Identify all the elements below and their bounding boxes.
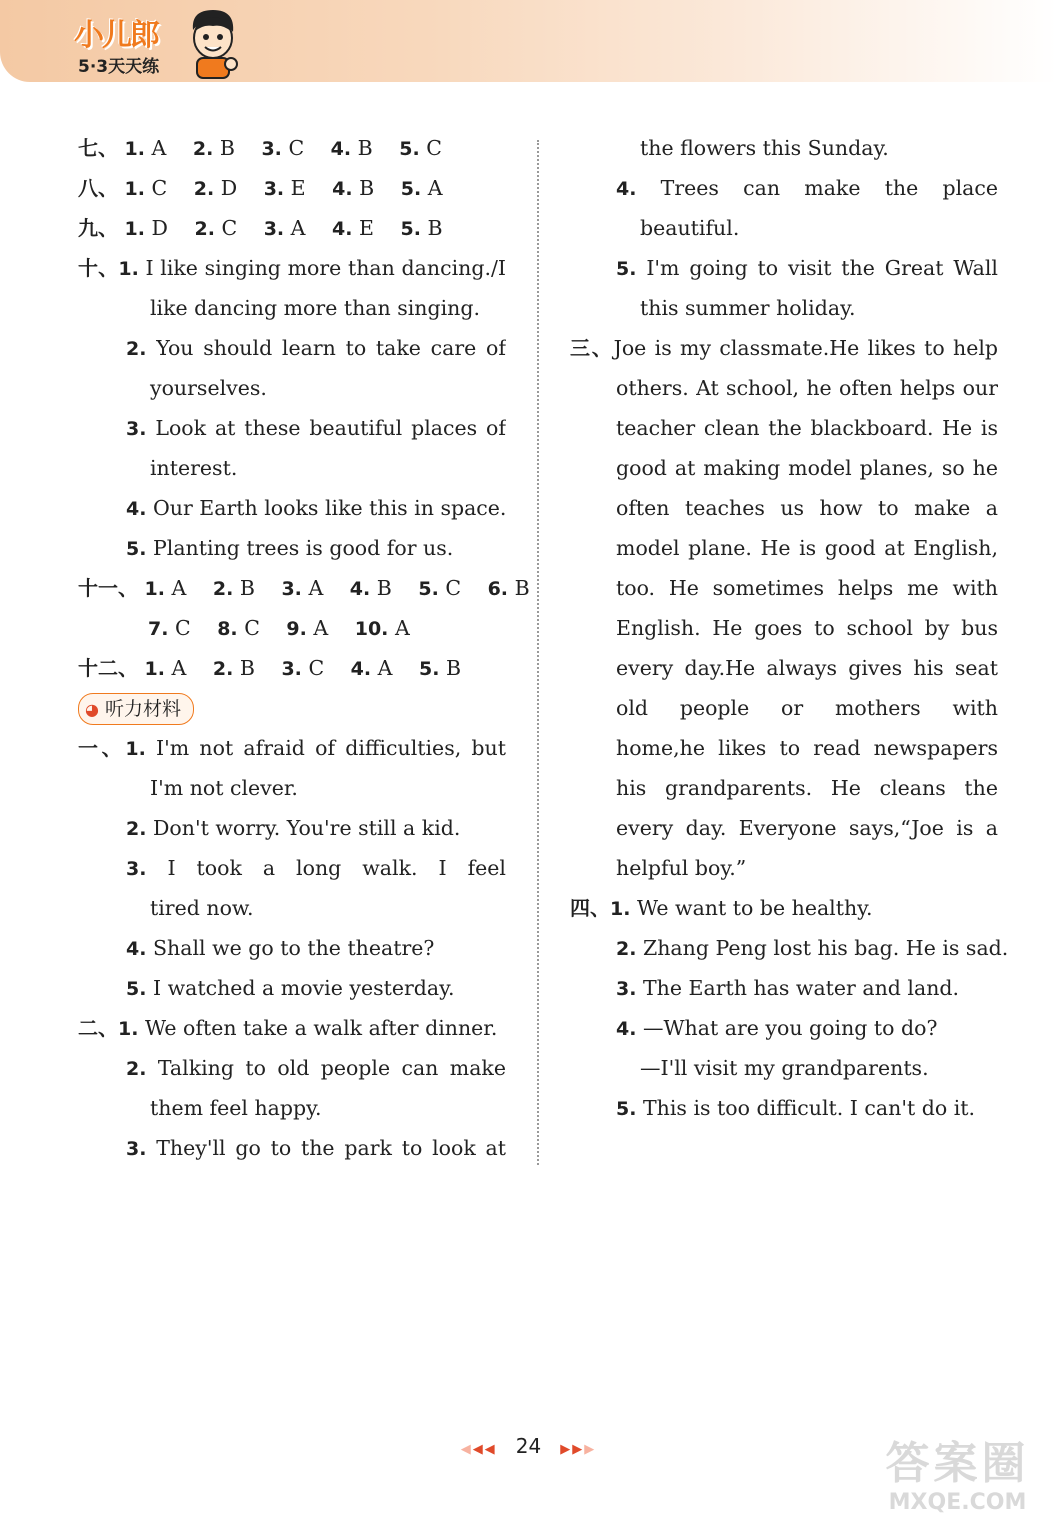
q-num: 5. [418,658,440,680]
section-label: 九、 [78,216,118,240]
sentence-text: Planting trees is good for us. [152,536,454,560]
sentence-text: Shall we go to the theatre? [152,936,435,960]
sentence-line [78,768,506,808]
sentence-text: interest. [150,456,238,480]
q-answer: C [174,616,191,640]
q-num: 1. [124,218,145,240]
q-answer: A [151,136,167,160]
q-num: 3. [261,138,282,160]
section-label: 十、 [78,256,119,280]
q-num: 2. [193,178,215,200]
passage-text: good at making model planes, so he [616,456,998,480]
passage-text: teacher clean the blackboard. He is [616,416,998,440]
q-num: 2. [192,138,214,160]
q-num: 1. [124,138,145,160]
q-answer: A [313,616,329,640]
sentence-text: the flowers this Sunday. [640,136,889,160]
q-num: 2. [126,818,147,840]
q-answer: A [394,616,410,640]
passage-line [570,648,998,688]
q-num: 3. [126,418,147,440]
q-answer: B [239,656,255,680]
q-num: 6. [487,578,509,600]
sentence-text: them feel happy. [150,1096,322,1120]
q-num: 5. [616,258,637,280]
watermark-bottom: MXQE.COM [888,1490,1027,1515]
q-num: 8. [217,618,238,640]
page-number: 24 [515,1434,542,1458]
q-answer: D [151,216,168,240]
q-num: 5. [400,178,422,200]
section-label: 四、 [570,896,610,920]
sentence-text: They'll go to the park to look at [156,1136,506,1160]
q-num: 3. [263,178,285,200]
sentence-text: yourselves. [150,376,267,400]
q-num: 9. [286,618,307,640]
sentence-line [78,1128,506,1168]
left-arrows-icon: ◀ [460,1442,473,1457]
sentence-text: The Earth has water and land. [642,976,960,1000]
passage-text: helpful boy.” [616,856,747,880]
q-num: 1. [144,658,165,680]
q-answer: B [357,136,373,160]
sentence-line [570,288,998,328]
q-num: 3. [126,1138,147,1160]
listening-tag-label: 听力材料 [104,698,181,720]
sentence-line [78,288,506,328]
left-column [78,128,530,1168]
sentence-line [570,1048,998,1088]
sentence-text: this summer holiday. [640,296,856,320]
sentence-text: I'm not clever. [150,776,298,800]
q-num: 4. [616,1018,637,1040]
brand-logo-title: 小儿郎 [74,18,158,53]
sentence-text: I like singing more than dancing./I [145,256,506,280]
q-num: 1. [118,258,139,280]
q-answer: A [171,576,187,600]
sentence-text: —I'll visit my grandparents. [640,1056,929,1080]
q-answer: E [359,216,374,240]
section-label: 十二、 [78,656,138,680]
q-num: 3. [263,218,285,240]
passage-text: every day. Everyone says,“Joe is a [616,816,998,840]
answer-row-11-cont [78,608,506,648]
passage-line [570,608,998,648]
listening-tag [78,693,194,725]
answer-row-7 [78,128,506,168]
headphones-icon: ◕ [85,700,99,719]
q-answer: C [288,136,305,160]
sentence-line [78,248,506,288]
sentence-line [78,528,506,568]
mascot-icon [185,6,241,80]
section-label: 三、 [570,336,614,360]
passage-text: too. He sometimes helps me with [616,576,998,600]
q-answer: D [220,176,238,200]
passage-line [570,688,998,728]
answer-row-12 [78,648,506,688]
q-answer: B [445,656,462,680]
q-answer: E [290,176,306,200]
section-label: 七、 [78,136,118,160]
q-num: 5. [126,538,147,560]
sentence-line [78,808,506,848]
sentence-line [78,888,506,928]
q-answer: C [426,136,442,160]
sentence-line [570,128,998,168]
passage-text: Joe is my classmate.He likes to help [613,336,998,360]
sentence-text: Don't worry. You're still a kid. [152,816,461,840]
q-num: 2. [616,938,637,960]
q-num: 3. [281,578,302,600]
watermark [870,1438,1045,1528]
section-label: 十一、 [78,576,138,600]
q-num: 2. [212,578,234,600]
sentence-line [570,208,998,248]
q-answer: A [290,216,306,240]
sentence-line [78,928,506,968]
sentence-line [78,728,506,768]
right-arrows-icon: ▶▶ [560,1442,585,1457]
q-num: 4. [126,938,147,960]
sentence-line [78,1088,506,1128]
right-arrows-icon: ▶ [584,1442,597,1457]
sentence-text: I'm not afraid of difficulties, but [156,736,506,760]
q-num: 4. [332,178,353,200]
q-answer: A [171,656,187,680]
q-num: 4. [126,498,147,520]
column-divider [537,140,539,1165]
page-header [0,0,1057,82]
q-num: 2. [194,218,215,240]
sentence-text: Trees can make the place [660,176,998,200]
passage-line [570,368,998,408]
q-num: 5. [418,578,439,600]
passage-line [570,568,998,608]
q-answer: B [219,136,235,160]
sentence-line [570,968,998,1008]
passage-line [570,488,998,528]
q-answer: B [514,576,530,600]
sentence-text: tired now. [150,896,254,920]
passage-line [570,768,998,808]
passage-text: often teaches us how to make a [616,496,998,520]
sentence-text: beautiful. [640,216,740,240]
q-num: 4. [349,578,371,600]
sentence-line [570,1008,998,1048]
q-num: 4. [332,218,353,240]
passage-text: English. He goes to school by bus [616,616,998,640]
q-num: 1. [125,738,146,760]
sentence-text: Talking to old people can make [157,1056,506,1080]
q-num: 2. [126,1058,147,1080]
q-answer: C [221,216,238,240]
q-num: 5. [400,218,421,240]
sentence-text: We want to be healthy. [636,896,873,920]
passage-line [570,528,998,568]
section-label: 八、 [78,176,118,200]
sentence-text: Our Earth looks like this in space. [152,496,507,520]
passage-line [570,448,998,488]
q-num: 3. [126,858,147,880]
passage-text: others. At school, he often helps our [616,376,998,400]
q-num: 1. [144,578,165,600]
q-num: 5. [126,978,147,1000]
answer-row-11 [78,568,530,608]
q-answer: B [427,216,443,240]
passage-line [570,408,998,448]
q-answer: A [377,656,393,680]
q-num: 1. [124,178,145,200]
passage-text: model plane. He is good at English, [616,536,998,560]
sentence-line [78,408,506,448]
sentence-line [78,848,506,888]
sentence-line [78,1048,506,1088]
q-num: 4. [350,658,372,680]
q-num: 4. [330,138,352,160]
sentence-text: like dancing more than singing. [150,296,481,320]
q-num: 1. [610,898,631,920]
sentence-line [78,488,506,528]
q-answer: C [244,616,260,640]
brand-series: 5·3天天练 [78,57,160,77]
sentence-line [570,1088,998,1128]
sentence-text: I watched a movie yesterday. [152,976,455,1000]
passage-line [570,328,998,368]
sentence-line [78,368,506,408]
passage-text: old people or mothers with [616,696,998,720]
q-answer: B [239,576,255,600]
sentence-text: I took a long walk. I feel [167,856,506,880]
sentence-line [78,1008,506,1048]
section-label: 一、 [78,736,126,760]
sentence-text: We often take a walk after dinner. [144,1016,498,1040]
sentence-text: Zhang Peng lost his bag. He is sad. [642,936,1009,960]
listening-tag-row [78,688,506,728]
watermark-top: 答案圈 [885,1438,1030,1489]
q-num: 2. [212,658,234,680]
q-num: 5. [616,1098,637,1120]
q-num: 4. [616,178,637,200]
sentence-line [570,888,998,928]
passage-line [570,808,998,848]
answer-row-9 [78,208,506,248]
q-num: 10. [354,618,389,640]
q-answer: A [308,576,324,600]
section-label: 二、 [78,1016,118,1040]
sentence-text: —What are you going to do? [642,1016,938,1040]
q-num: 1. [118,1018,139,1040]
passage-line [570,728,998,768]
q-answer: B [376,576,392,600]
q-num: 5. [399,138,420,160]
right-column [570,128,1009,1128]
q-answer: C [308,656,325,680]
q-num: 3. [281,658,302,680]
sentence-line [570,248,998,288]
sentence-text: This is too difficult. I can't do it. [642,1096,975,1120]
sentence-line [570,168,998,208]
passage-line [570,848,998,888]
sentence-line [78,968,506,1008]
q-num: 3. [616,978,637,1000]
q-answer: A [427,176,443,200]
sentence-text: You should learn to take care of [156,336,506,360]
sentence-line [78,448,506,488]
sentence-line [570,928,1009,968]
passage-text: home,he likes to read newspapers [616,736,998,760]
q-num: 7. [148,618,169,640]
q-answer: B [359,176,375,200]
left-arrows-icon: ◀◀ [472,1442,497,1457]
passage-text: his grandparents. He cleans the [616,776,998,800]
q-answer: C [151,176,168,200]
answer-row-8 [78,168,506,208]
passage-text: every day.He always gives his seat [616,656,998,680]
q-answer: C [445,576,462,600]
sentence-text: I'm going to visit the Great Wall [646,256,998,280]
sentence-line [78,328,506,368]
q-num: 2. [126,338,147,360]
sentence-text: Look at these beautiful places of [155,416,506,440]
